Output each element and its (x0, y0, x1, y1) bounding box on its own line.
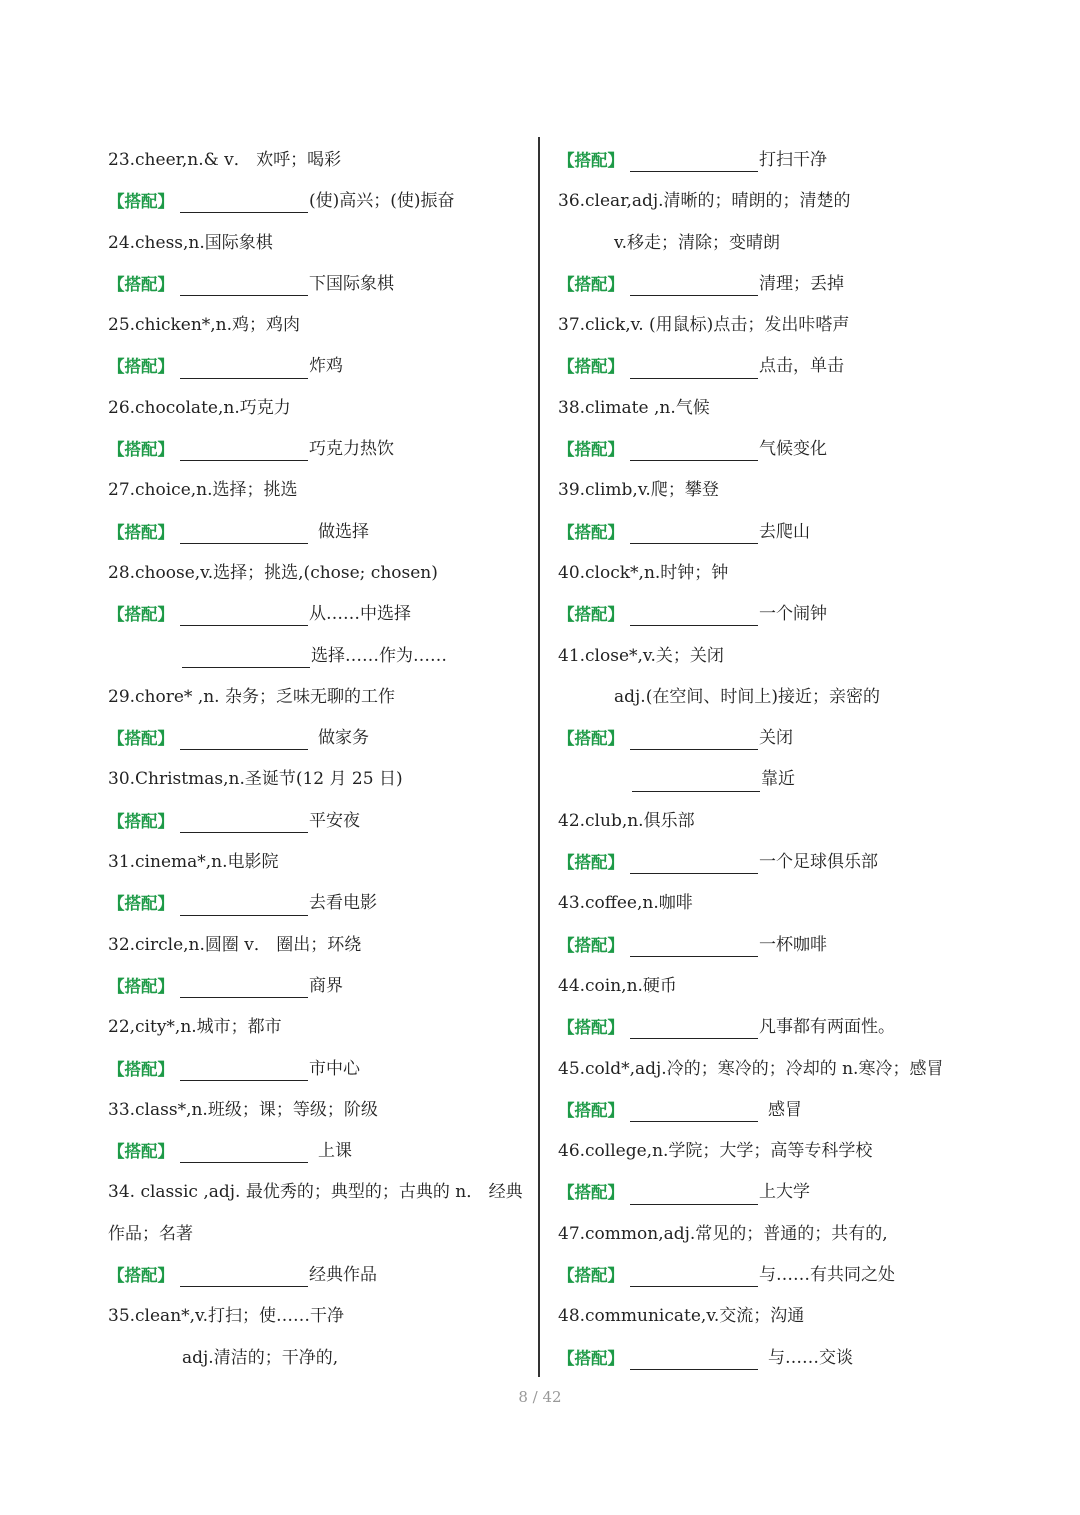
collocation-tag: 【搭配】 (108, 1142, 174, 1162)
collocation-text: 点击，单击 (759, 356, 844, 377)
collocation-text: 经典作品 (309, 1265, 377, 1286)
collocation-line (108, 512, 533, 553)
collocation-text: 与……有共同之处 (759, 1265, 895, 1286)
collocation-text: 做家务 (318, 728, 369, 749)
collocation-text: 上大学 (759, 1182, 810, 1203)
collocation-text: 一杯咖啡 (759, 934, 827, 955)
answer-blank[interactable] (630, 273, 758, 296)
collocation-tag: 【搭配】 (558, 605, 624, 625)
collocation-text: 感冒 (768, 1099, 802, 1120)
collocation-line (558, 594, 998, 635)
entry-text: 23.cheer,n.& v． 欢呼；喝彩 (108, 150, 342, 170)
answer-blank[interactable] (180, 273, 308, 296)
collocation-line (558, 1172, 998, 1213)
collocation-tag: 【搭配】 (558, 935, 624, 955)
collocation-text: 打扫干净 (759, 150, 827, 170)
entry-line (108, 1338, 533, 1379)
entry-line (558, 305, 998, 346)
answer-blank[interactable] (180, 1264, 308, 1287)
entry-line (108, 470, 533, 511)
collocation-line (558, 718, 998, 759)
entry-line (108, 305, 533, 346)
collocation-line (558, 512, 998, 553)
entry-text: 46.college,n.学院；大学；高等专科学校 (558, 1141, 873, 1162)
answer-blank[interactable] (630, 603, 758, 626)
entry-text: 33.class*,n.班级；课；等级；阶级 (108, 1099, 378, 1120)
entry-text: 35.clean*,v.打扫；使……干净 (108, 1306, 345, 1327)
collocation-tag: 【搭配】 (108, 192, 174, 212)
answer-blank[interactable] (180, 727, 308, 750)
entry-line (558, 223, 998, 264)
entry-text: 25.chicken*,n.鸡；鸡肉 (108, 315, 301, 336)
entry-line (558, 801, 998, 842)
collocation-line (558, 1090, 998, 1131)
entry-text: 作品；名著 (108, 1223, 193, 1244)
left-column (108, 140, 533, 1379)
collocation-line (558, 759, 998, 800)
entry-line (558, 1214, 998, 1255)
collocation-text: 去看电影 (309, 893, 377, 914)
entry-text: 42.club,n.俱乐部 (558, 810, 695, 831)
entry-text: 45.cold*,adj.冷的；寒冷的；冷却的 n.寒冷；感冒 (558, 1058, 944, 1079)
entry-line (558, 677, 998, 718)
collocation-tag: 【搭配】 (558, 1100, 624, 1120)
answer-blank[interactable] (180, 438, 308, 461)
entry-line (558, 388, 998, 429)
collocation-tag: 【搭配】 (108, 1266, 174, 1286)
collocation-tag: 【搭配】 (108, 894, 174, 914)
answer-blank[interactable] (630, 521, 758, 544)
collocation-text: (使)高兴；(使)振奋 (309, 191, 455, 212)
collocation-tag: 【搭配】 (108, 605, 174, 625)
collocation-line (558, 1338, 998, 1379)
entry-text: 37.click,v. (用鼠标)点击；发出咔嗒声 (558, 315, 850, 336)
entry-line (558, 181, 998, 222)
entry-text: 40.clock*,n.时钟；钟 (558, 562, 729, 583)
entry-line (108, 925, 533, 966)
collocation-text: 清理；丢掉 (759, 273, 844, 294)
entry-text: v.移走；清除；变晴朗 (614, 232, 780, 253)
entry-text: 43.coffee,n.咖啡 (558, 893, 693, 914)
collocation-line (108, 636, 533, 677)
entry-line (558, 1296, 998, 1337)
answer-blank[interactable] (180, 893, 308, 916)
collocation-tag: 【搭配】 (558, 440, 624, 460)
answer-blank[interactable] (180, 1140, 308, 1163)
collocation-tag: 【搭配】 (108, 1059, 174, 1079)
answer-blank[interactable] (630, 851, 758, 874)
entry-text: 30.Christmas,n.圣诞节(12 月 25 日) (108, 769, 403, 790)
answer-blank[interactable] (630, 727, 758, 750)
collocation-text: 上课 (318, 1141, 352, 1162)
collocation-line (108, 594, 533, 635)
answer-blank[interactable] (182, 645, 310, 668)
collocation-line (558, 264, 998, 305)
collocation-text: 一个闹钟 (759, 604, 827, 625)
answer-blank[interactable] (180, 1058, 308, 1081)
entry-text: 29.chore* ,n. 杂务；乏味无聊的工作 (108, 686, 395, 707)
entry-text: 47.common,adj.常见的；普通的；共有的, (558, 1223, 888, 1244)
entry-line (108, 1296, 533, 1337)
entry-text: adj.清洁的；干净的, (182, 1347, 339, 1368)
answer-blank[interactable] (632, 769, 760, 792)
collocation-line (108, 966, 533, 1007)
answer-blank[interactable] (180, 356, 308, 379)
entry-line (108, 759, 533, 800)
collocation-line (558, 842, 998, 883)
answer-blank[interactable] (180, 521, 308, 544)
collocation-text: 从……中选择 (309, 604, 411, 625)
entry-line (558, 883, 998, 924)
collocation-tag: 【搭配】 (558, 522, 624, 542)
collocation-tag: 【搭配】 (558, 274, 624, 294)
entry-line (108, 1007, 533, 1048)
entry-line (108, 1214, 533, 1255)
collocation-tag: 【搭配】 (558, 1348, 624, 1368)
collocation-text: 气候变化 (759, 439, 827, 460)
collocation-text: 靠近 (761, 769, 795, 790)
collocation-line (108, 181, 533, 222)
entry-text: 38.climate ,n.气候 (558, 397, 710, 418)
entry-text: 28.choose,v.选择；挑选,(chose; chosen) (108, 562, 438, 583)
answer-blank[interactable] (630, 934, 758, 957)
collocation-tag: 【搭配】 (108, 811, 174, 831)
entry-text: 32.circle,n.圆圈 v． 圈出；环绕 (108, 934, 362, 955)
entry-text: 24.chess,n.国际象棋 (108, 232, 273, 253)
entry-text: adj.(在空间、时间上)接近；亲密的 (614, 686, 880, 707)
collocation-tag: 【搭配】 (558, 357, 624, 377)
collocation-tag: 【搭配】 (108, 976, 174, 996)
collocation-line (558, 140, 998, 181)
entry-line (108, 223, 533, 264)
collocation-text: 一个足球俱乐部 (759, 852, 878, 873)
entry-line (558, 1049, 998, 1090)
entry-line (558, 553, 998, 594)
entry-line (558, 636, 998, 677)
answer-blank[interactable] (180, 975, 308, 998)
entry-line (108, 553, 533, 594)
entry-line (108, 677, 533, 718)
answer-blank[interactable] (630, 1182, 758, 1205)
collocation-text: 去爬山 (759, 521, 810, 542)
entry-text: 48.communicate,v.交流；沟通 (558, 1306, 805, 1327)
collocation-line (558, 346, 998, 387)
collocation-tag: 【搭配】 (558, 729, 624, 749)
collocation-tag: 【搭配】 (558, 1018, 624, 1038)
entry-text: 34. classic ,adj. 最优秀的；典型的；古典的 n． 经典 (108, 1182, 523, 1203)
collocation-line (558, 429, 998, 470)
collocation-tag: 【搭配】 (108, 522, 174, 542)
collocation-tag: 【搭配】 (558, 1183, 624, 1203)
collocation-text: 与……交谈 (768, 1347, 853, 1368)
collocation-text: 巧克力热饮 (309, 439, 394, 460)
right-column (558, 140, 998, 1379)
entry-text: 41.close*,v.关；关闭 (558, 645, 724, 666)
collocation-line (558, 1007, 998, 1048)
collocation-line (108, 883, 533, 924)
collocation-text: 选择……作为…… (311, 645, 447, 666)
answer-blank[interactable] (630, 1099, 758, 1122)
collocation-text: 平安夜 (309, 810, 360, 831)
collocation-text: 市中心 (309, 1058, 360, 1079)
collocation-text: 商界 (309, 975, 343, 996)
collocation-tag: 【搭配】 (558, 853, 624, 873)
entry-text: 39.climb,v.爬；攀登 (558, 480, 719, 501)
entry-line (108, 842, 533, 883)
answer-blank[interactable] (630, 1264, 758, 1287)
collocation-tag: 【搭配】 (558, 1266, 624, 1286)
entry-text: 27.choice,n.选择；挑选 (108, 480, 298, 501)
collocation-line (558, 1255, 998, 1296)
answer-blank[interactable] (630, 1016, 758, 1039)
entry-text: 26.chocolate,n.巧克力 (108, 397, 291, 418)
entry-line (108, 1172, 533, 1213)
entry-line (558, 1131, 998, 1172)
page-number: 8 / 42 (518, 1388, 562, 1406)
entry-line (108, 140, 533, 181)
answer-blank[interactable] (630, 438, 758, 461)
collocation-line (108, 1131, 533, 1172)
collocation-line (108, 718, 533, 759)
collocation-line (108, 1049, 533, 1090)
answer-blank[interactable] (180, 603, 308, 626)
collocation-line (108, 429, 533, 470)
collocation-line (108, 264, 533, 305)
collocation-text: 炸鸡 (309, 356, 343, 377)
collocation-text: 关闭 (759, 728, 793, 749)
collocation-tag: 【搭配】 (108, 357, 174, 377)
entry-line (108, 388, 533, 429)
collocation-line (108, 1255, 533, 1296)
collocation-line (558, 925, 998, 966)
collocation-tag: 【搭配】 (558, 151, 624, 170)
answer-blank[interactable] (180, 810, 308, 833)
answer-blank[interactable] (630, 1347, 758, 1370)
collocation-text: 凡事都有两面性。 (759, 1017, 895, 1038)
entry-text: 36.clear,adj.清晰的；晴朗的；清楚的 (558, 191, 851, 212)
collocation-tag: 【搭配】 (108, 440, 174, 460)
collocation-tag: 【搭配】 (108, 274, 174, 294)
entry-line (558, 470, 998, 511)
answer-blank[interactable] (630, 149, 758, 172)
collocation-text: 下国际象棋 (309, 273, 394, 294)
entry-text: 22,city*,n.城市；都市 (108, 1017, 282, 1038)
collocation-tag: 【搭配】 (108, 729, 174, 749)
answer-blank[interactable] (180, 190, 308, 213)
entry-text: 31.cinema*,n.电影院 (108, 852, 279, 873)
column-divider (538, 137, 540, 1377)
collocation-line (108, 346, 533, 387)
answer-blank[interactable] (630, 356, 758, 379)
collocation-line (108, 801, 533, 842)
entry-text: 44.coin,n.硬币 (558, 975, 677, 996)
entry-line (108, 1090, 533, 1131)
collocation-text: 做选择 (318, 521, 369, 542)
entry-line (558, 966, 998, 1007)
